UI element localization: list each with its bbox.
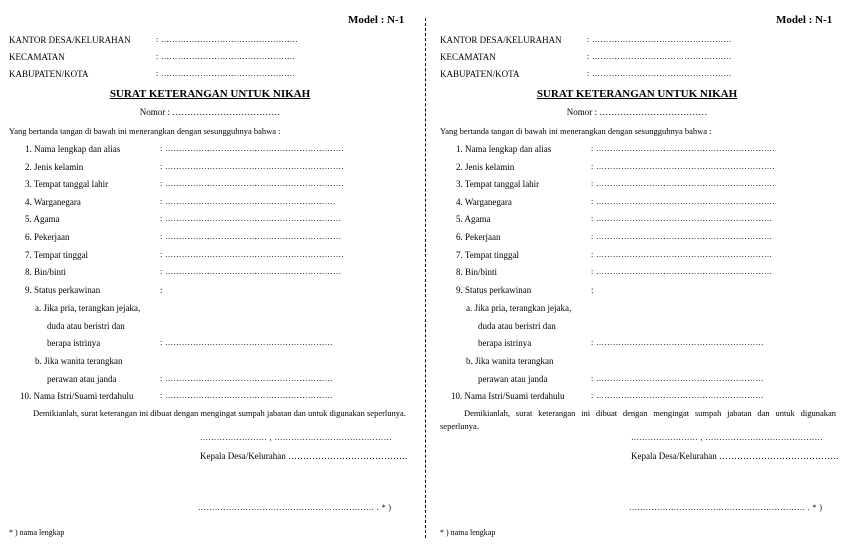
field-value: : …………………………………………………… [591, 391, 765, 400]
intro-text: Yang bertanda tangan di bawah ini menerangkan dengan sesungguhnya bahwa : [440, 126, 712, 136]
field-value: : …………………………………………………… [160, 391, 334, 400]
field-value: : ………………………………………………………. [160, 162, 344, 171]
field-label: 6. Pekerjaan [25, 232, 70, 242]
field-value: : ……………………………………………………… [591, 250, 773, 259]
field-label: 3. Tempat tanggal lahir [456, 179, 540, 189]
header-value: : ………………………………………… [156, 69, 296, 78]
field-value: : ………………………………………………………. [591, 197, 775, 206]
field-value: : ………………………………………………………. [160, 250, 344, 259]
sub-label: a. Jika pria, terangkan jejaka, [466, 303, 572, 313]
closing-text: Demikianlah, surat keterangan ini dibuat dengan mengingat sumpah jabatan dan untuk digunakan seperlunya. [440, 408, 836, 431]
field-value: : ………………………………………………………. [591, 144, 775, 153]
place-date: …………………… , …………………………………… [200, 433, 392, 442]
field-label: 4. Warganegara [456, 197, 512, 207]
field-label: 8. Bin/binti [456, 267, 498, 277]
field-value: : ……………………………………………………… [160, 214, 342, 223]
document-number: Nomor : ……………………………… [139, 107, 281, 117]
field-label: 7. Tempat tinggal [456, 250, 519, 260]
intro-text: Yang bertanda tangan di bawah ini menerangkan dengan sesungguhnya bahwa : [9, 126, 281, 136]
field-label: 1. Nama lengkap dan alias [456, 144, 552, 154]
field-value: : ………………………………………………………. [160, 179, 344, 188]
field-value: : ……………………………………………………… [591, 267, 773, 276]
field-value: : ………………………………………………………. [591, 162, 775, 171]
header-value: : ………………………………………….. [587, 69, 732, 78]
field-value: : …………………………………………………… [591, 374, 765, 383]
page-divider [425, 18, 426, 538]
field-value: : [591, 285, 594, 295]
header-label: KECAMATAN [440, 52, 496, 62]
document-title: SURAT KETERANGAN UNTUK NIKAH [109, 88, 311, 100]
field-label: 2. Jenis kelamin [25, 162, 84, 172]
header-label: KANTOR DESA/KELURAHAN [440, 35, 562, 45]
header-label: KABUPATEN/KOTA [9, 69, 89, 79]
field-label: 8. Bin/binti [25, 267, 67, 277]
field-label: 5. Agama [456, 214, 491, 224]
model-code: Model : N-1 [776, 14, 833, 26]
header-value: : ………………………………………… [156, 52, 296, 61]
field-value: : [160, 285, 163, 295]
field-value: : ……………………………………………………… [160, 267, 342, 276]
closing-text: Demikianlah, surat keterangan ini dibuat dengan mengingat sumpah jabatan dan untuk digunakan seperlunya. [33, 408, 406, 418]
field-value: : ………………………………………………………. [591, 179, 775, 188]
sub-label: berapa istrinya [47, 338, 101, 348]
signature-line: ……………………………………………………… . * ) [629, 503, 823, 512]
form-left [0, 0, 420, 551]
field-label: 7. Tempat tinggal [25, 250, 88, 260]
sub-label: a. Jika pria, terangkan jejaka, [35, 303, 141, 313]
header-value: : ………………………………………….. [587, 35, 732, 44]
place-date: …………………… , …………………………………… [631, 433, 823, 442]
sub-label: perawan atau janda [478, 374, 548, 384]
field-label: 9. Status perkawinan [456, 285, 532, 295]
signer-title: Kepala Desa/Kelurahan …………………………………. [200, 451, 408, 461]
sub-label: duda atau beristri dan [478, 321, 556, 331]
field-label: 4. Warganegara [25, 197, 81, 207]
field-label: 2. Jenis kelamin [456, 162, 515, 172]
header-value: : …………………………………………. [156, 35, 298, 44]
field-value: : ………………………………………………………. [160, 144, 344, 153]
sub-label: b. Jika wanita terangkan [466, 356, 554, 366]
form-right [431, 0, 849, 551]
footnote: * ) nama lengkap [9, 528, 65, 537]
field-value: : ……………………………………………………… [591, 214, 773, 223]
header-label: KABUPATEN/KOTA [440, 69, 520, 79]
sub-label: b. Jika wanita terangkan [35, 356, 123, 366]
field-value: : …………………………………………………… [591, 338, 765, 347]
field-value: : ……………………………………………………… [591, 232, 773, 241]
header-value: : ………………………………………….. [587, 52, 732, 61]
field-label: 6. Pekerjaan [456, 232, 501, 242]
header-label: KECAMATAN [9, 52, 65, 62]
field-value: : ……………………………………………………. [160, 197, 336, 206]
field-value: : …………………………………………………… [160, 338, 334, 347]
sub-label: berapa istrinya [478, 338, 532, 348]
document-title: SURAT KETERANGAN UNTUK NIKAH [536, 88, 738, 100]
field-label: 5. Agama [25, 214, 60, 224]
document-number: Nomor : ……………………………… [566, 107, 708, 117]
field-label: 9. Status perkawinan [25, 285, 101, 295]
field-label: 3. Tempat tanggal lahir [25, 179, 109, 189]
header-label: KANTOR DESA/KELURAHAN [9, 35, 131, 45]
field-label: 10. Nama Istri/Suami terdahulu [451, 391, 565, 401]
field-value: : …………………………………………………… [160, 374, 334, 383]
signature-line: ……………………………………………………… . * ) [198, 503, 392, 512]
sub-label: perawan atau janda [47, 374, 117, 384]
footnote: * ) nama lengkap [440, 528, 496, 537]
signer-title: Kepala Desa/Kelurahan …………………………………. [631, 451, 839, 461]
field-label: 1. Nama lengkap dan alias [25, 144, 121, 154]
field-value: : ……………………………………………………… [160, 232, 342, 241]
model-code: Model : N-1 [348, 14, 405, 26]
field-label: 10. Nama Istri/Suami terdahulu [20, 391, 134, 401]
sub-label: duda atau beristri dan [47, 321, 125, 331]
